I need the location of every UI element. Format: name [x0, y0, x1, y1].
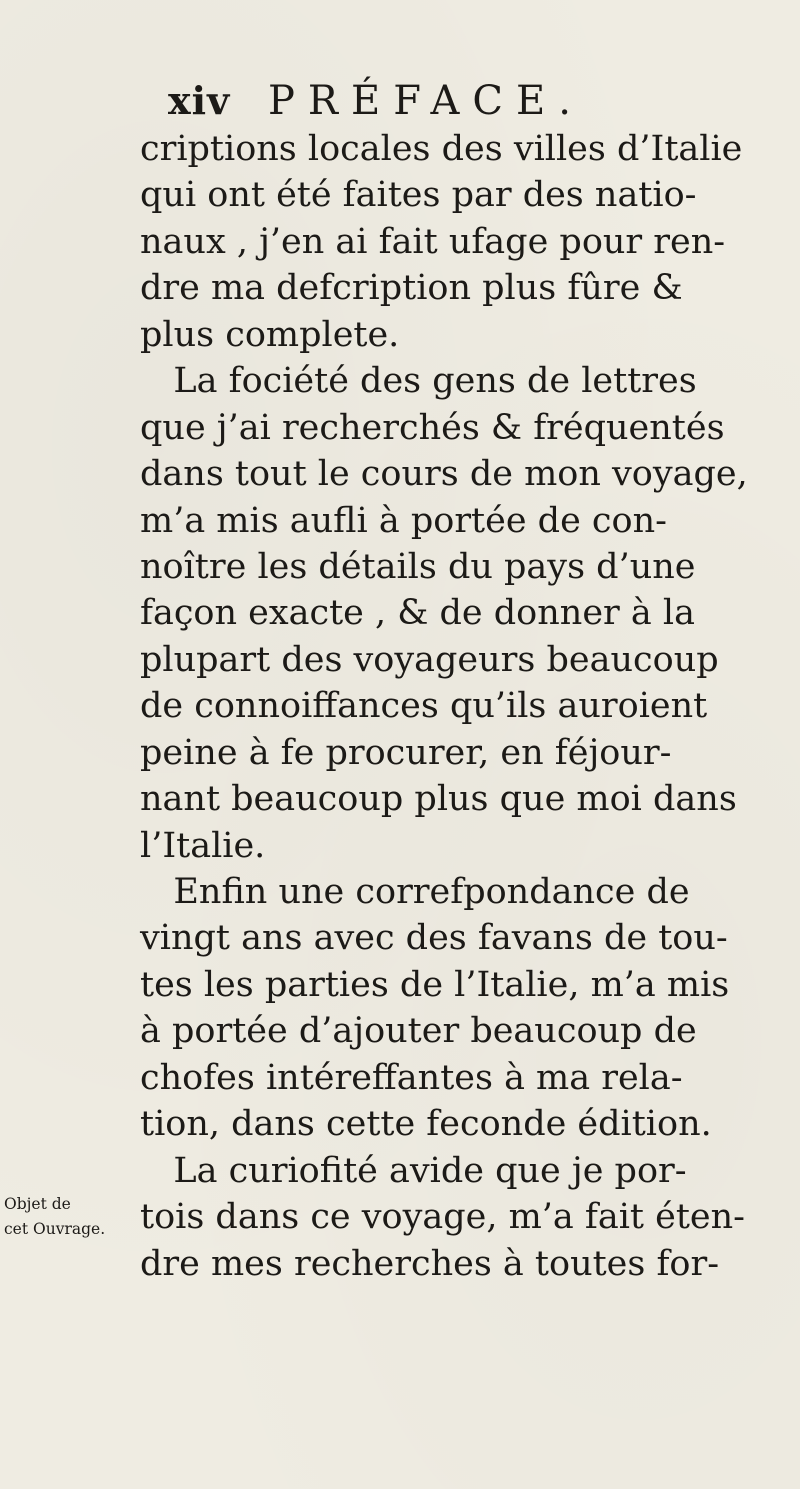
text-line: nant beaucoup plus que moi dans [140, 779, 737, 820]
text-line: tes les parties de l’Italie, m’a mis [140, 964, 730, 1005]
running-title: PRÉFACE. [268, 78, 584, 124]
text-line: noître les détails du pays d’une [140, 546, 696, 587]
page-number: xiv [168, 78, 231, 123]
text-line: tois dans ce voyage, m’a fait éten- [140, 1197, 745, 1238]
margin-note-line: Objet de [4, 1195, 71, 1213]
text-line: peine à fe procurer, en féjour- [140, 732, 672, 773]
text-line: plupart des voyageurs beaucoup [140, 639, 719, 680]
text-line: criptions locales des villes d’Italie [140, 129, 743, 169]
text-line: tion, dans cette feconde édition. [140, 1104, 712, 1145]
page-header [168, 78, 668, 122]
text-line: chofes intéreffantes à ma rela- [140, 1057, 683, 1098]
text-line: Enfin une correfpondance de [140, 872, 690, 912]
text-line: façon exacte , & de donner à la [140, 593, 695, 634]
text-line: vingt ans avec des favans de tou- [140, 918, 728, 959]
text-line: dans tout le cours de mon voyage, [140, 454, 748, 495]
text-line: La fociété des gens de lettres [140, 361, 697, 402]
text-line: qui ont été faites par des natio- [140, 175, 697, 216]
text-line: à portée d’ajouter beaucoup de [140, 1011, 697, 1052]
text-line: naux , j’en ai fait ufage pour ren- [140, 221, 726, 262]
text-line: dre mes recherches à toutes for- [140, 1243, 720, 1284]
body-text [140, 126, 770, 1287]
margin-note-line: cet Ouvrage. [4, 1220, 106, 1238]
text-line: plus complete. [140, 314, 400, 355]
text-line: que j’ai recherchés & fréquentés [140, 407, 725, 448]
text-line: l’Italie. [140, 825, 266, 866]
text-line: La curiofité avide que je por- [140, 1150, 687, 1191]
text-line: m’a mis aufli à portée de con- [140, 500, 667, 541]
text-line: dre ma defcription plus fûre & [140, 268, 683, 309]
margin-note [4, 1192, 116, 1242]
text-line: de connoiffances qu’ils auroient [140, 686, 708, 727]
